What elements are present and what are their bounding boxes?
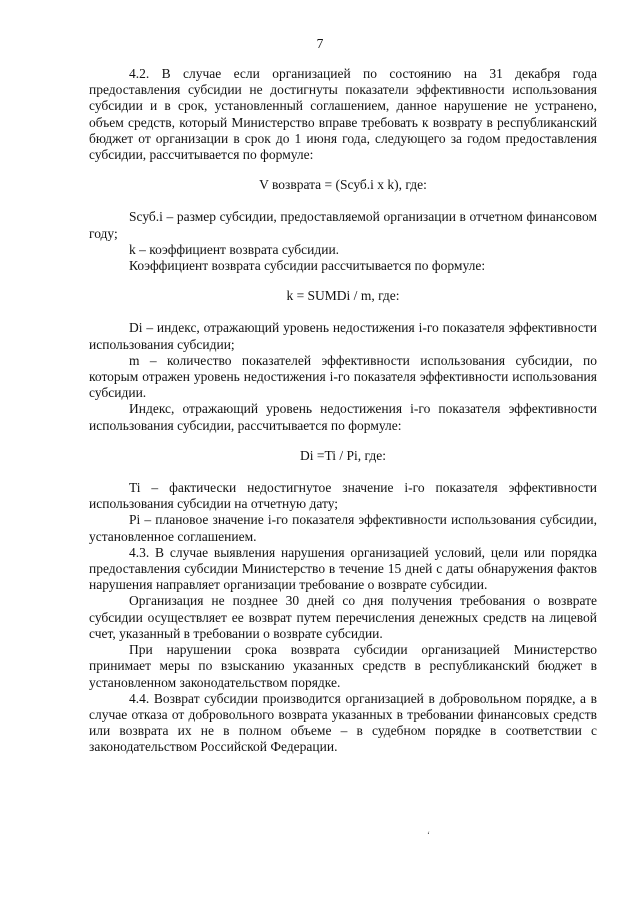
definition-m: m – количество показателей эффективности использования субсидии, по которым отражен уровень недостижения i-го показателя эффективности использования субсидии. bbox=[89, 352, 597, 401]
stray-mark: ‘ bbox=[427, 830, 430, 840]
paragraph-4-3: 4.3. В случае выявления нарушения организацией условий, цели или порядка предоставления субсидии Министерство в течение 15 дней с даты обнаружения фактов нарушения направляет организации требование о возврате субсидии. bbox=[89, 544, 597, 593]
definition-pi: Pi – плановое значение i-го показателя эффективности использования субсидии, установленное соглашением. bbox=[89, 512, 597, 544]
paragraph-organization-return: Организация не позднее 30 дней со дня получения требования о возврате субсидии осуществляет ее возврат путем перечисления денежных средств на лицевой счет, указанный в требовании о возврате субсидии. bbox=[89, 593, 597, 641]
definition-ti: Ti – фактически недостигнутое значение i-го показателя эффективности использования субсидии на отчетную дату; bbox=[89, 480, 597, 512]
paragraph-4-4: 4.4. Возврат субсидии производится организацией в добровольном порядке, а в случае отказа от добровольного возврата указанных в требовании финансовых средств или возврата их не в полном объеме – в судебном порядке в соответствии с законодательством Российской Федерации. bbox=[89, 690, 597, 755]
definition-k: k – коэффициент возврата субсидии. bbox=[129, 241, 340, 257]
di-formula-intro: Индекс, отражающий уровень недостижения i-го показателя эффективности использования субсидии, рассчитывается по формуле: bbox=[89, 401, 597, 433]
definition-di: Di – индекс, отражающий уровень недостижения i-го показателя эффективности использования субсидии; bbox=[89, 320, 597, 352]
formula-v-return: V возврата = (Sсуб.i x k), где: bbox=[259, 177, 427, 193]
formula-k: k = SUMDi / m, где: bbox=[286, 288, 400, 304]
paragraph-4-2: 4.2. В случае если организацией по состоянию на 31 декабря года предоставления субсидии не достигнуты показатели эффективности использования субсидии и в срок, установленный соглашением, данное нарушение не устранено, объем средств, который Министерство вправе требовать к возврату в республиканский бюджет от организации в срок до 1 июня года, следующего за годом предоставления субсидии, рассчитывается по формуле: bbox=[89, 66, 597, 163]
paragraph-violation-term: При нарушении срока возврата субсидии организацией Министерство принимает меры по взысканию указанных средств в республиканский бюджет в установленном законодательством порядке. bbox=[89, 642, 597, 690]
document-body bbox=[89, 66, 597, 756]
page-number: 7 bbox=[316, 36, 324, 51]
k-formula-intro: Коэффициент возврата субсидии рассчитывается по формуле: bbox=[129, 258, 486, 274]
formula-di: Di =Ti / Pi, где: bbox=[300, 447, 386, 463]
definition-ssub: Sсуб.i – размер субсидии, предоставляемой организации в отчетном финансовом году; bbox=[89, 209, 597, 241]
